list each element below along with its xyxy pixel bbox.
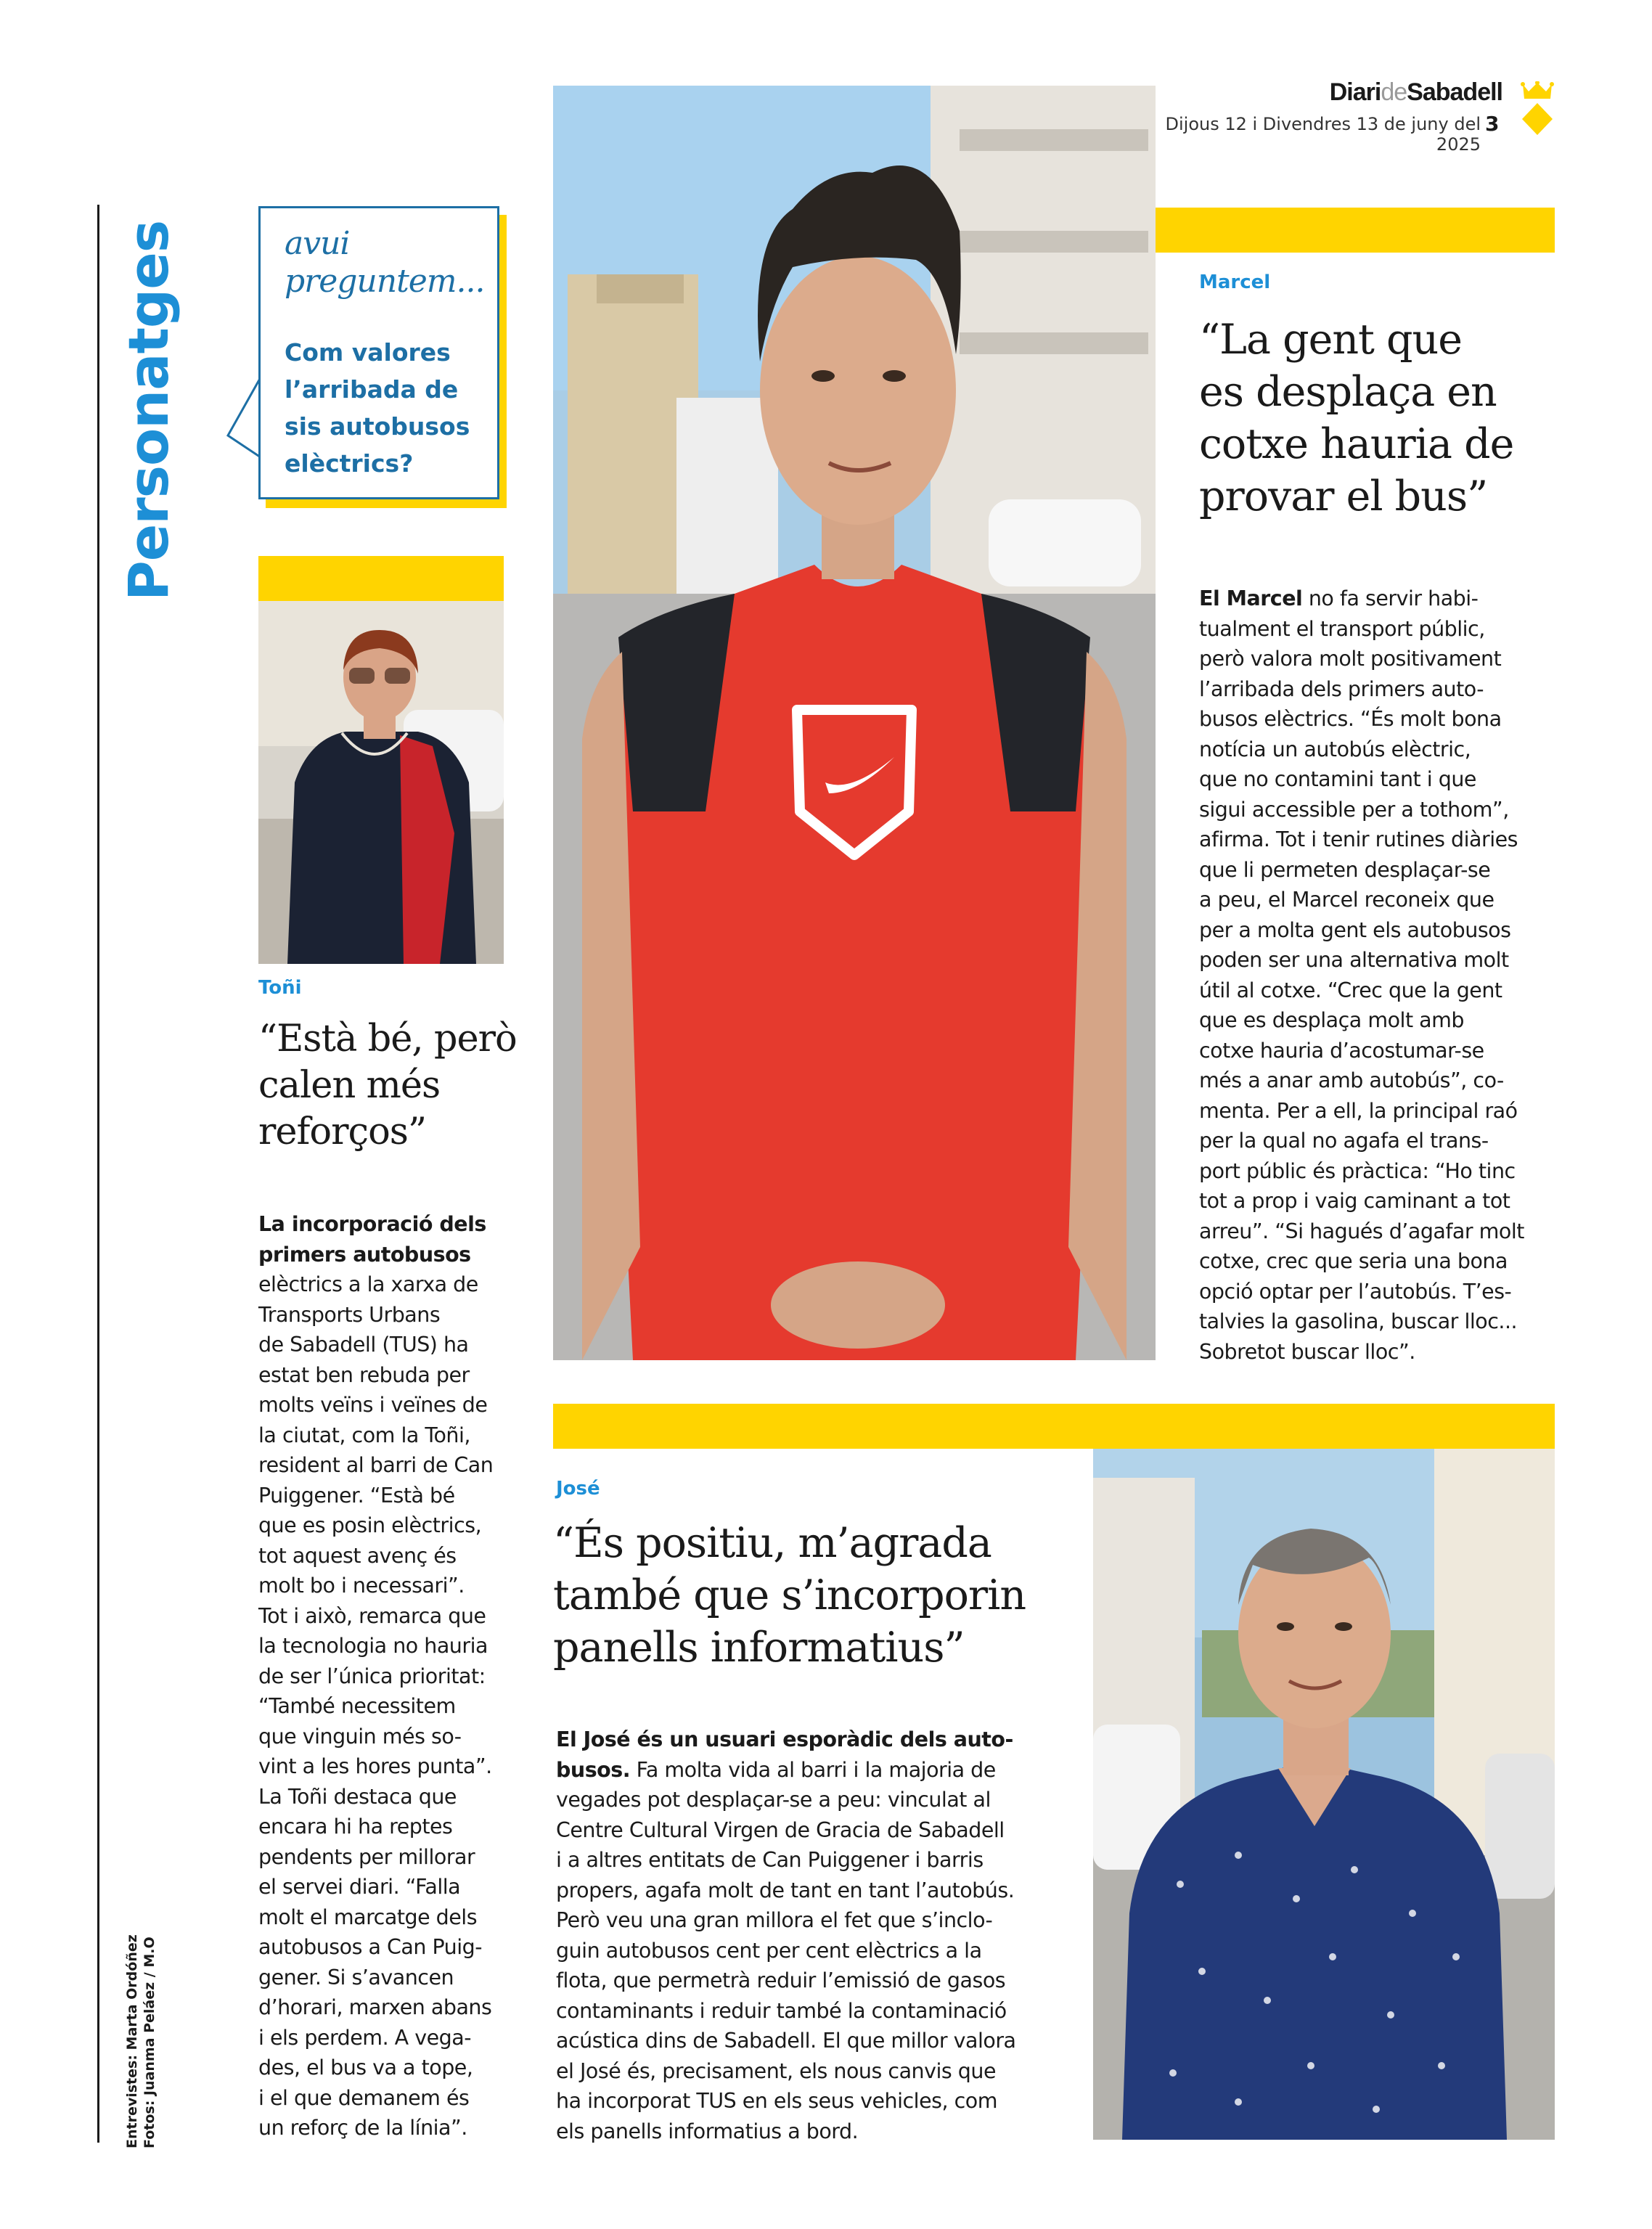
sabadell-crown-diamond-icon: [1521, 81, 1554, 136]
toni-article: [258, 1209, 505, 2143]
masthead-sabadell: Sabadell: [1407, 78, 1502, 106]
left-rule: [97, 205, 99, 2143]
toni-photo: [258, 601, 504, 964]
question-intro-line1: avui: [285, 225, 350, 262]
question-intro: [285, 225, 502, 300]
toni-name: Toñi: [258, 977, 302, 999]
marcel-article: [1199, 584, 1540, 1367]
toni-body: elèctrics a la xarxa de Transports Urbans de Sabadell (TUS) ha estat ben rebuda per molts veïns i veïnes de la ciutat, com la Toñi, resident al barri de Can Puiggener. “Està bé que es posin elèctrics, tot aquest avenç és molt bo i necessari”. Tot i això, remarca que la tecnologia no hauria de ser l’única prioritat: “També necessitem que vinguin més so- vint a les hores punta”. La Toñi destaca que encara hi ha reptes pendents per millorar el servei diari. “Falla molt el marcatge dels autobusos a Can Puig- gener. Si s’avancen d’horari, marxen abans i els perdem. A vega- des, el bus va a tope, i el que demanem és un reforç de la línia”.: [258, 1272, 494, 2140]
jose-article: [556, 1725, 1057, 2146]
jose-photo: [1093, 1449, 1555, 2140]
jose-quote: “És positiu, m’agrada també que s’incorporin panells informatius”: [553, 1519, 1026, 1672]
section-title: Personatges: [116, 220, 181, 601]
dateline: Dijous 12 i Divendres 13 de juny del 2025: [1165, 114, 1481, 155]
jose-body: vegades pot desplaçar-se a peu: vinculat al Centre Cultural Virgen de Gracia de Sabadell i a altres entitats de Can Puiggener i barris propers, agafa molt de tant en tant l’autobús. Però veu una gran millora el fet que s’inclo- guin autobusos cent per cent elèctrics a la flota, que permetrà reduir l’emissió de gasos contaminants i reduir també la contaminació acústica dins de Sabadell. El que millor valora el José és, precisament, els nous canvis que ha incorporat TUS en els seus vehicles, com els panells informatius a bord.: [556, 1788, 1016, 2143]
toni-yellow-bar: [258, 556, 504, 601]
question-intro-line2: preguntem...: [285, 263, 485, 300]
marcel-yellow-bar: [1156, 208, 1555, 253]
jose-yellow-bar: [553, 1404, 1555, 1449]
question-text: Com valores l’arribada de sis autobusos elèctrics?: [285, 338, 470, 478]
toni-quote: “Està bé, però calen més reforços”: [258, 1018, 517, 1153]
marcel-body: tualment el transport públic, però valora molt positivament l’arribada dels primers auto- busos elèctrics. “És molt bona notícia un autobús elèctric, que no contamini tant i que sigui accessible per a tothom”, afirma. Tot i tenir rutines diàries que li permeten desplaçar-se a peu, el Marcel reconeix que per a molta gent els autobusos poden ser una alternativa molt útil al cotxe. “Crec que la gent que es desplaça molt amb cotxe hauria d’acostumar-se més a anar amb autobús”, co- menta. Per a ell, la principal raó per la qual no agafa el trans- port públic és pràctica: “Ho tinc tot a prop i vaig caminant a tot arreu”. “Si hagués d’agafar molt cotxe, crec que seria una bona opció optar per l’autobús. T’es- talvies la gasolina, buscar lloc... Sobretot buscar lloc”.: [1199, 616, 1524, 1364]
credit-interviews: Entrevistes: Marta Ordóñez: [124, 1934, 140, 2148]
marcel-name: Marcel: [1199, 271, 1271, 293]
marcel-lead: El Marcel: [1199, 586, 1303, 610]
marcel-quote: “La gent que es desplaça en cotxe hauria de provar el bus”: [1199, 316, 1514, 520]
jose-name: José: [556, 1478, 600, 1500]
masthead-de: de: [1381, 78, 1407, 106]
credits: [123, 1934, 158, 2148]
masthead-diari: Diari: [1329, 78, 1381, 106]
page-number: 3: [1485, 112, 1500, 136]
jose-lead: El José és un usuari esporàdic dels auto- busos.: [556, 1727, 1013, 1782]
marcel-body-first: no fa servir habi-: [1302, 586, 1479, 610]
marcel-photo: [553, 86, 1156, 1360]
credit-photos: Fotos: Juanma Peláez / M.O: [142, 1936, 158, 2148]
toni-lead: La incorporació dels primers autobusos: [258, 1212, 486, 1267]
jose-body-first: Fa molta vida al barri i la majoria de: [630, 1757, 996, 1782]
masthead: [1292, 78, 1502, 107]
